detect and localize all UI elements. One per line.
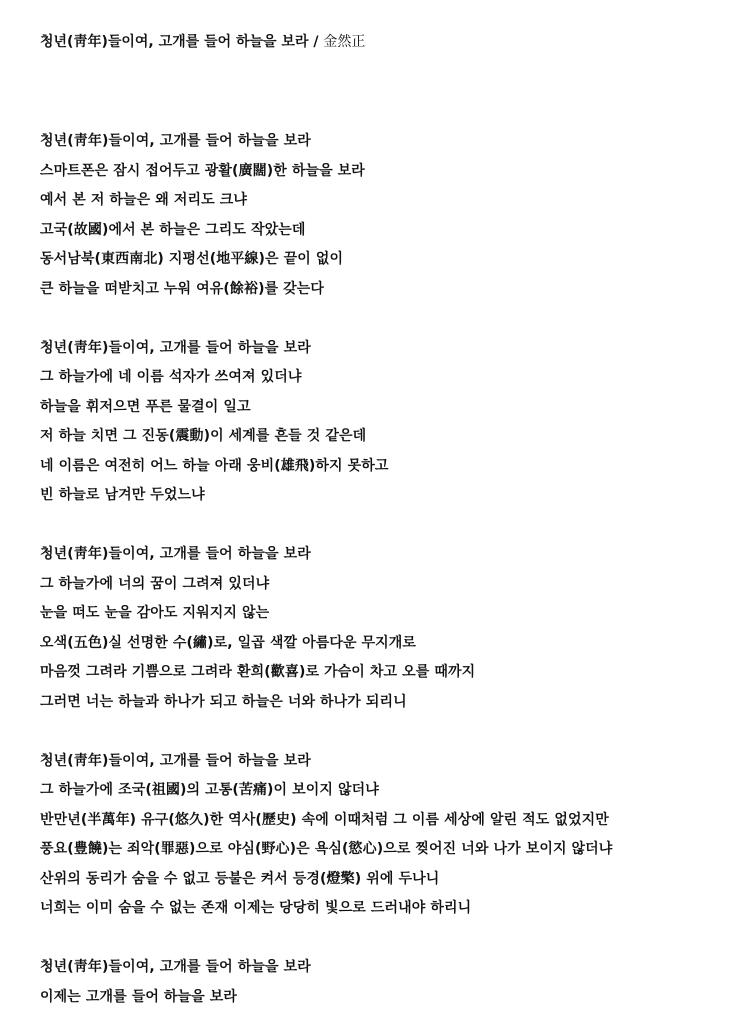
stanza-3 bbox=[40, 540, 730, 717]
poem-line: 그 하늘가에 조국(祖國)의 고통(苦痛)이 보이지 않더냐 bbox=[40, 776, 730, 806]
poem-line: 그러면 너는 하늘과 하나가 되고 하늘은 너와 하나가 되리니 bbox=[40, 688, 730, 718]
stanza-1 bbox=[40, 127, 730, 304]
title-text: 청년(靑年)들이여, 고개를 들어 하늘을 보라 bbox=[40, 34, 308, 50]
poem-line: 그 하늘가에 네 이름 석자가 쓰여져 있더냐 bbox=[40, 363, 730, 393]
poem-line: 청년(靑年)들이여, 고개를 들어 하늘을 보라 bbox=[40, 127, 730, 157]
poem-title bbox=[40, 31, 730, 53]
poem-line: 저 하늘 치면 그 진동(震動)이 세계를 흔들 것 같은데 bbox=[40, 422, 730, 452]
poem-line: 이제는 고개를 들어 하늘을 보라 bbox=[40, 983, 730, 1012]
poem-line: 오색(五色)실 선명한 수(繡)로, 일곱 색깔 아름다운 무지개로 bbox=[40, 629, 730, 659]
poem-line: 큰 하늘을 떠받치고 누워 여유(餘裕)를 갖는다 bbox=[40, 275, 730, 305]
poem-line: 청년(靑年)들이여, 고개를 들어 하늘을 보라 bbox=[40, 747, 730, 777]
stanza-5 bbox=[40, 953, 730, 1012]
poem-line: 청년(靑年)들이여, 고개를 들어 하늘을 보라 bbox=[40, 540, 730, 570]
poem-line: 빈 하늘로 남겨만 두었느냐 bbox=[40, 481, 730, 511]
poem-line: 산위의 동리가 숨을 수 없고 등불은 켜서 등경(燈檠) 위에 두나니 bbox=[40, 865, 730, 895]
title-separator: / bbox=[313, 34, 318, 50]
poem-line: 예서 본 저 하늘은 왜 저리도 크냐 bbox=[40, 186, 730, 216]
poem-line: 청년(靑年)들이여, 고개를 들어 하늘을 보라 bbox=[40, 953, 730, 983]
poem-line: 동서남북(東西南北) 지평선(地平線)은 끝이 없이 bbox=[40, 245, 730, 275]
poem-line: 네 이름은 여전히 어느 하늘 아래 웅비(雄飛)하지 못하고 bbox=[40, 452, 730, 482]
poem-document bbox=[40, 31, 730, 1012]
poem-line: 풍요(豊饒)는 죄악(罪惡)으로 야심(野心)은 욕심(慾心)으로 찢어진 너와 나가 보이지 않더냐 bbox=[40, 835, 730, 865]
poem-line: 스마트폰은 잠시 접어두고 광활(廣闊)한 하늘을 보라 bbox=[40, 157, 730, 187]
stanza-4 bbox=[40, 747, 730, 924]
poem-line: 그 하늘가에 너의 꿈이 그려져 있더냐 bbox=[40, 570, 730, 600]
title-spacer bbox=[40, 53, 730, 127]
author-name: 金然正 bbox=[323, 34, 365, 50]
poem-line: 반만년(半萬年) 유구(悠久)한 역사(歷史) 속에 이때처럼 그 이름 세상에 알린 적도 없었지만 bbox=[40, 806, 730, 836]
poem-line: 마음껏 그려라 기쁨으로 그려라 환희(歡喜)로 가슴이 차고 오를 때까지 bbox=[40, 658, 730, 688]
poem-line: 너희는 이미 숨을 수 없는 존재 이제는 당당히 빛으로 드러내야 하리니 bbox=[40, 894, 730, 924]
poem-line: 고국(故國)에서 본 하늘은 그리도 작았는데 bbox=[40, 216, 730, 246]
poem-line: 청년(靑年)들이여, 고개를 들어 하늘을 보라 bbox=[40, 334, 730, 364]
poem-line: 하늘을 휘저으면 푸른 물결이 일고 bbox=[40, 393, 730, 423]
stanza-2 bbox=[40, 334, 730, 511]
poem-line: 눈을 떠도 눈을 감아도 지워지지 않는 bbox=[40, 599, 730, 629]
